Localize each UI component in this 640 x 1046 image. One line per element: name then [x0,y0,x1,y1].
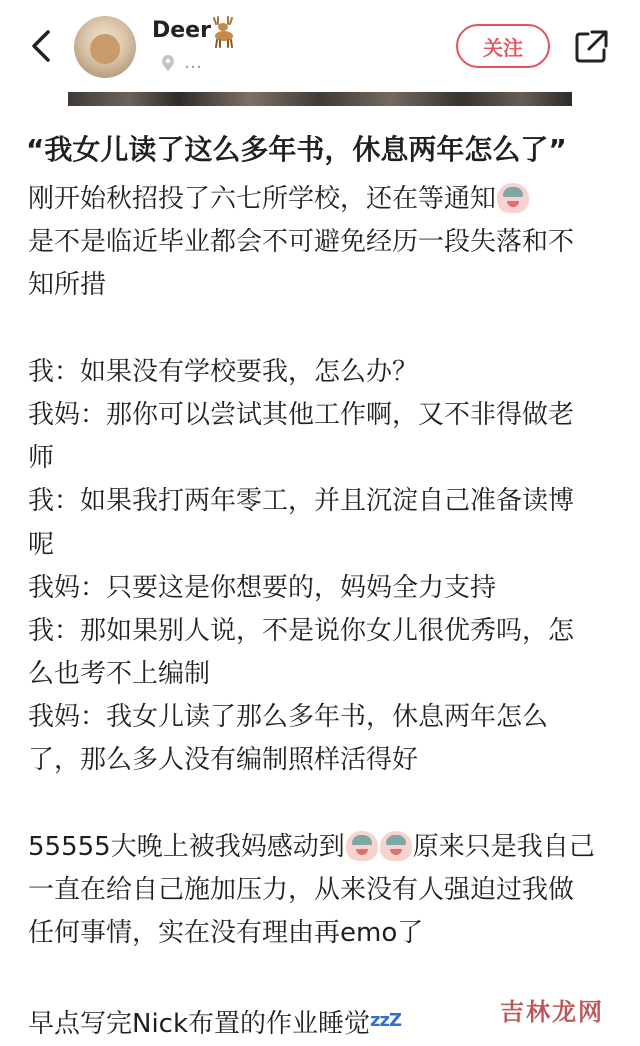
post-line: 是不是临近毕业都会不可避免经历一段失落和不 [28,227,575,258]
post-line: 师 [28,443,55,474]
share-icon[interactable] [572,28,610,66]
post-line: 任何事情，实在没有理由再emo了 [28,918,424,949]
watermark: 吉林龙网 [500,998,604,1026]
follow-button[interactable]: 关注 [456,24,550,68]
post-line: 我妈：那你可以尝试其他工作啊，又不非得做老 [28,399,575,430]
post-line: 55555大晚上被我妈感动到 原来只是我自己 [28,831,595,862]
location-pin-icon [160,54,176,72]
author-meta [160,52,202,73]
post-title: “我女儿读了这么多年书，休息两年怎么了” [26,133,567,166]
post-line: 刚开始秋招投了六七所学校，还在等通知 [28,178,618,221]
deer-icon [206,14,240,48]
post-header [0,0,640,96]
post-image-strip[interactable] [68,92,572,106]
blank-line [28,308,618,351]
post-line: 早点写完Nick布置的作业睡觉$^{zzZ}$ [28,1008,402,1039]
post-line: 一直在给自己施加压力，从来没有人强迫过我做 [28,875,575,905]
post-line: 我：如果我打两年零工，并且沉淀自己准备读博 [28,486,575,517]
location-text: … [184,52,202,73]
chevron-left-icon[interactable] [24,26,56,66]
crying-emoji-icon [346,831,378,861]
avatar-figure [90,34,120,64]
sleep-zzz: zzZ [370,1009,402,1031]
post-body [28,178,618,1042]
post-line: 我妈：只要这是你想要的，妈妈全力支持 [28,572,497,603]
post-line: 我妈：我女儿读了那么多年书，休息两年怎么 [28,702,549,733]
author-name[interactable]: Deer [152,18,211,43]
blank-line [28,783,618,826]
post-line: 呢 [28,529,55,560]
post-line: 我：如果没有学校要我，怎么办？ [28,356,419,387]
crying-emoji-icon [380,831,412,861]
author-avatar[interactable] [74,16,136,78]
post-line: 我：那如果别人说，不是说你女儿很优秀吗，怎 [28,615,575,646]
crying-emoji-icon [497,183,529,213]
post-line: 么也考不上编制 [28,659,211,690]
post-line: 知所措 [28,270,107,301]
post-line: 了，那么多人没有编制照样活得好 [28,745,419,776]
